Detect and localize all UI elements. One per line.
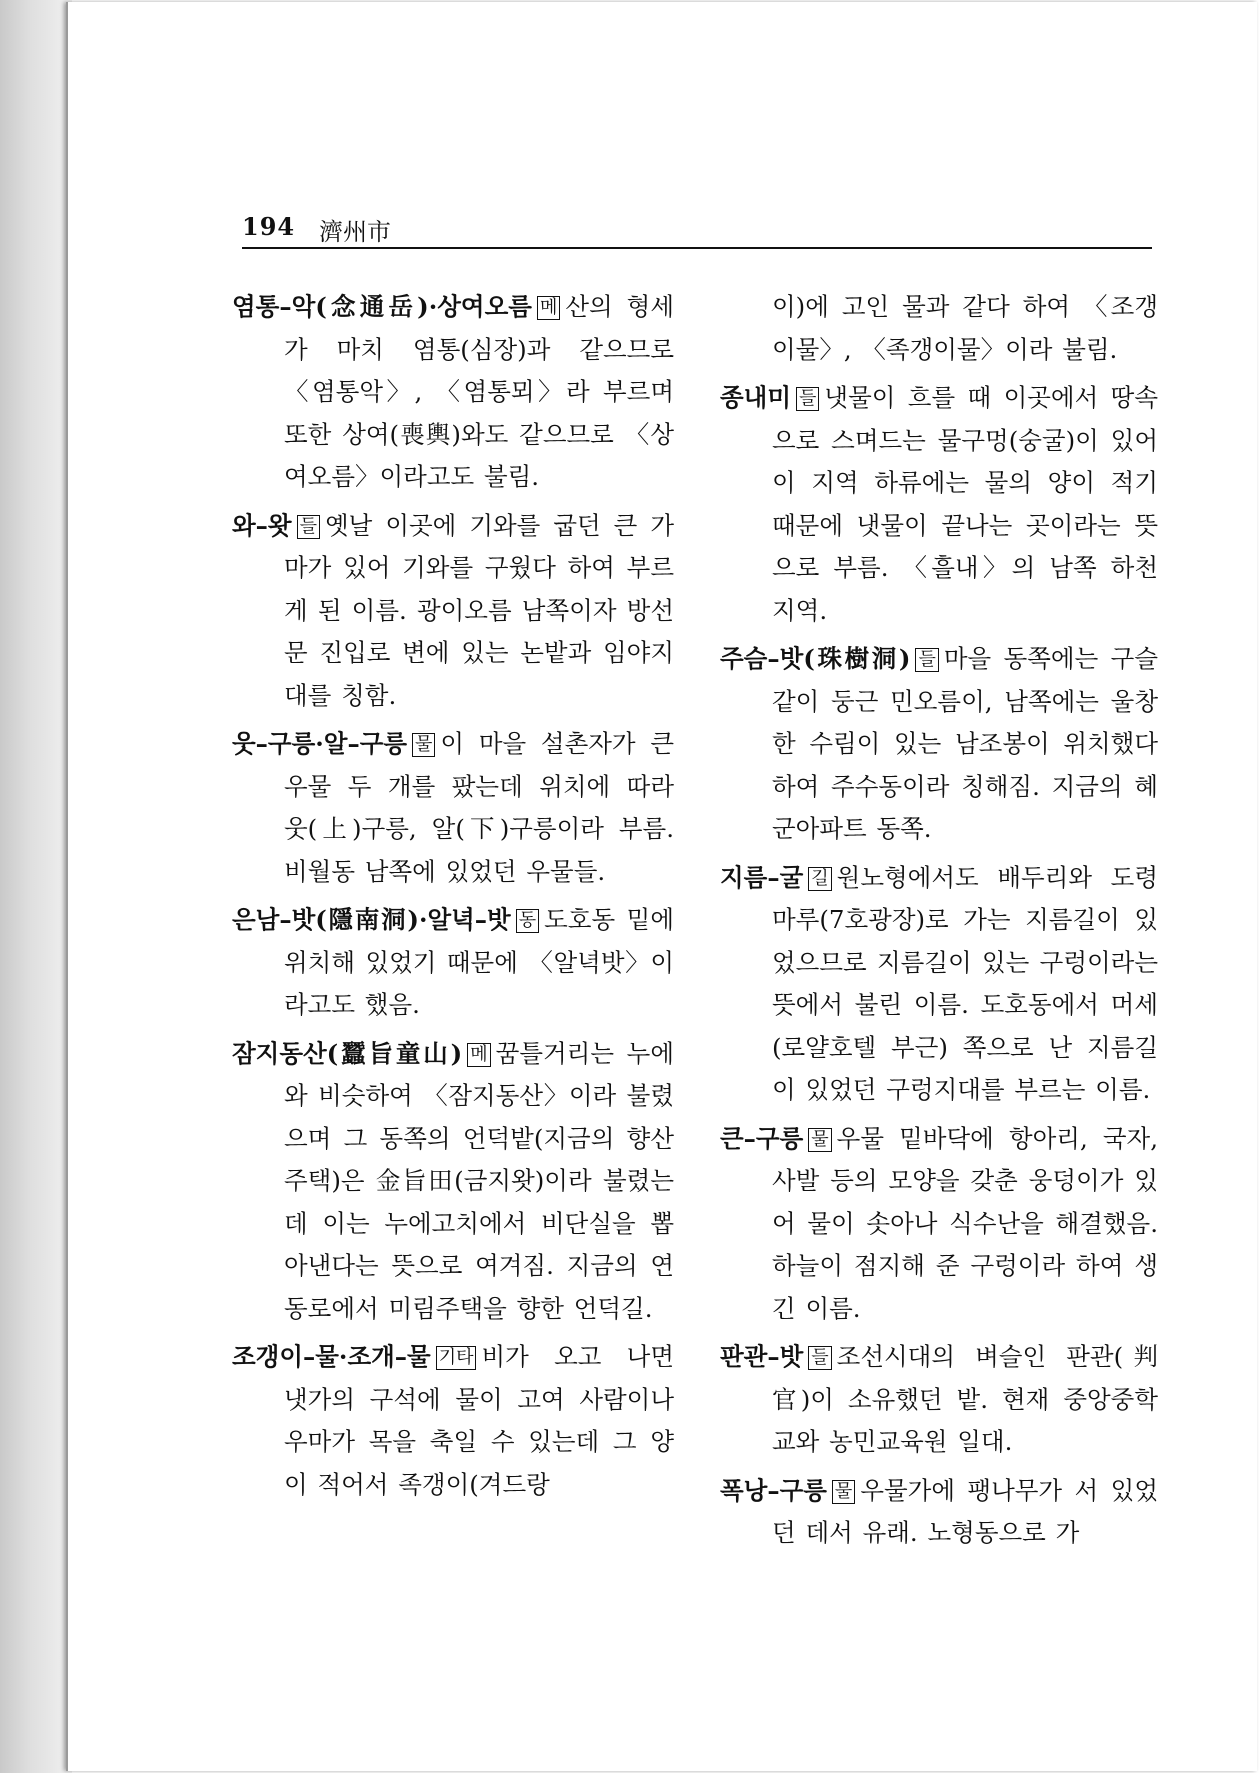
dictionary-entry [720,1470,1158,1555]
entry-definition: 마을 동쪽에는 구슬같이 둥근 민오름이, 남쪽에는 울창한 수림이 있는 남조봉이 위치했다 하여 주수동이라 칭해짐. 지금의 혜군아파트 동쪽. [772,644,1158,843]
right-column [720,286,1158,1561]
entry-category-tag: 메 [537,296,560,320]
left-column [232,286,674,1512]
dictionary-entry [232,899,674,1027]
header-rule [242,247,1152,249]
entry-definition: 조선시대의 벼슬인 판관(判官)이 소유했던 밭. 현재 중앙중학교와 농민교육원 일대. [772,1342,1158,1456]
entry-definition: 이 마을 설촌자가 큰 우물 두 개를 팠는데 위치에 따라 웃(上)구릉, 알(下)구릉이라 부름. 비월동 남쪽에 있었던 우물들. [284,729,674,886]
entry-continuation [720,286,1158,371]
entry-category-tag: 들 [915,648,938,672]
entry-category-tag: 물 [808,1128,831,1152]
page-number: 194 [242,212,296,241]
entry-definition: 우물 밑바닥에 항아리, 국자, 사발 등의 모양을 갖춘 웅덩이가 있어 물이 솟아나 식수난을 해결했음. 하늘이 점지해 준 구렁이라 하여 생긴 이름. [772,1123,1158,1323]
dictionary-entry [720,857,1158,1112]
entry-category-tag: 물 [412,733,435,757]
entry-definition: 도호동 밑에 위치해 있었기 때문에 〈알녁밧〉이라고도 했음. [284,905,675,1019]
dictionary-entry [720,377,1158,632]
entry-term: 폭낭–구릉 [720,1475,827,1505]
entry-definition: 옛날 이곳에 기와를 굽던 큰 가마가 있어 기와를 구웠다 하여 부르게 된 이름. 광이오름 남쪽이자 방선문 진입로 변에 있는 논밭과 임야지대를 칭함. [284,510,674,710]
dictionary-entry [232,286,674,499]
entry-term: 은남–밧(隱南洞)·알녁–밧 [232,905,511,934]
entry-term: 염통–악(念通岳)·상여오름 [232,292,532,321]
entry-category-tag: 메 [467,1043,490,1067]
dictionary-entry [720,1118,1158,1331]
entry-definition: 이)에 고인 물과 같다 하여 〈조갱이물〉, 〈족갱이물〉이라 불림. [772,292,1158,364]
entry-category-tag: 길 [808,867,831,891]
entry-category-tag: 들 [808,1346,831,1370]
dictionary-entry [720,638,1158,851]
dictionary-entry [232,723,674,893]
entry-term: 주슴–밧(珠樹洞) [720,644,911,673]
entry-term: 웃–구릉·알–구릉 [232,729,408,758]
entry-definition: 우물가에 팽나무가 서 있었던 데서 유래. 노형동으로 가 [772,1475,1158,1547]
running-head [242,212,1152,246]
entry-definition: 원노형에서도 배두리와 도령마루(7호광장)로 가는 지름길이 있었으므로 지름길이 있는 구렁이라는 뜻에서 불린 이름. 도호동에서 머세(로얄호텔 부근) 쪽으로 난 지름길이 있었던 구렁지대를 부르는 이름. [772,862,1158,1104]
dictionary-entry [720,1336,1158,1464]
entry-definition: 비가 오고 나면 냇가의 구석에 물이 고여 사람이나 우마가 목을 축일 수 있는데 그 양이 적어서 족갱이(겨드랑 [284,1342,674,1499]
entry-definition: 냇물이 흐를 때 이곳에서 땅속으로 스며드는 물구멍(숭굴)이 있어 이 지역 하류에는 물의 양이 적기 때문에 냇물이 끝나는 곳이라는 뜻으로 부름. 〈흘내〉의 남쪽 하천 지역. [772,383,1158,625]
entry-term: 종내미 [720,383,792,412]
entry-term: 판관–밧 [720,1342,804,1371]
dictionary-entry [232,1033,674,1331]
entry-category-tag: 들 [796,387,819,411]
dictionary-entry [232,1336,674,1506]
entry-definition: 산의 형세가 마치 염통(심장)과 같으므로 〈염통악〉, 〈염통뫼〉라 부르며 또한 상여(喪輿)와도 같으므로 〈상여오름〉이라고도 불림. [284,292,674,491]
entry-category-tag: 기타 [436,1346,477,1370]
entry-term: 지름–굴 [720,862,804,892]
entry-term: 잠지동산(蠶旨童山) [232,1038,463,1068]
entry-term: 큰–구릉 [720,1123,804,1153]
entry-term: 조갱이–물·조개–물 [232,1342,431,1371]
entry-category-tag: 들 [297,515,320,539]
entry-term: 와–왓 [232,510,292,540]
dictionary-entry [232,505,674,718]
entry-category-tag: 동 [516,909,539,933]
entry-category-tag: 물 [832,1480,855,1504]
book-spine [0,0,72,1773]
section-title: 濟州市 [319,218,391,246]
entry-definition: 꿈틀거리는 누에와 비슷하여 〈잠지동산〉이라 불렸으며 그 동쪽의 언덕밭(지금의 향산주택)은 金旨田(금지왓)이라 불렸는데 이는 누에고치에서 비단실을 뽑아낸다는 뜻으로 여겨짐. 지금의 연동로에서 미림주택을 향한 언덕길. [284,1038,674,1323]
